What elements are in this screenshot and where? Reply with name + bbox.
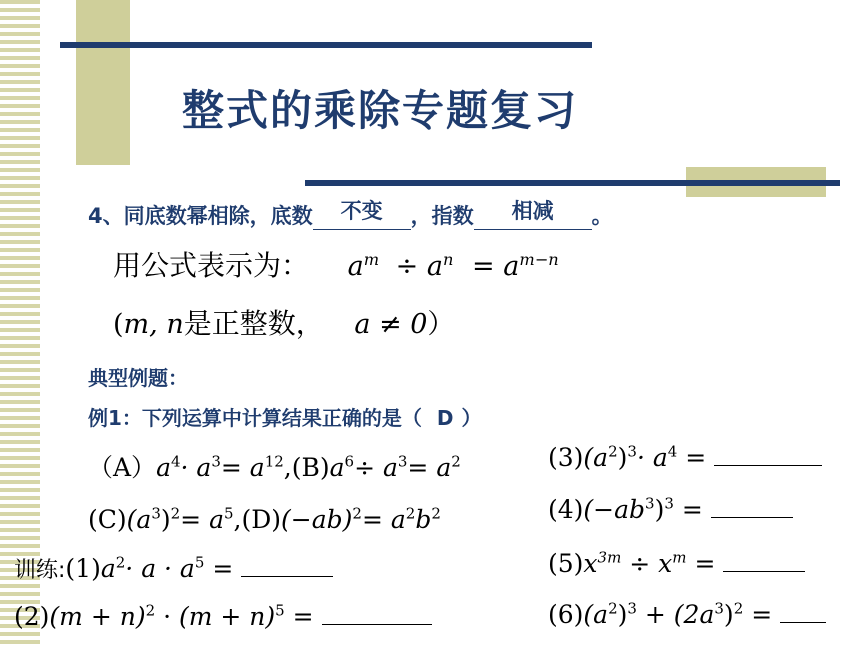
- exercise-6-eq: =: [751, 600, 773, 629]
- exercise-6: [548, 600, 826, 629]
- option-d-exp: 2: [431, 504, 441, 523]
- option-b-exp: 6: [344, 452, 355, 471]
- example-heading: 典型例题：: [88, 366, 188, 390]
- option-b-exp: 2: [451, 452, 461, 471]
- exercise-4-eq: =: [681, 495, 703, 524]
- option-a-exp: 3: [211, 452, 221, 471]
- exercise-6-exp: 2: [608, 599, 618, 618]
- formula-div: ÷: [395, 251, 419, 282]
- formula-label: 用公式表示为：: [113, 249, 310, 282]
- blank-exponent-answer: 相减: [511, 199, 554, 223]
- option-c-part: = a: [180, 505, 224, 534]
- exercise-2-answer-blank[interactable]: [322, 602, 432, 625]
- exercise-4-part: ): [654, 495, 665, 524]
- exercise-2-exp: 2: [145, 601, 156, 620]
- exercise-3-eq: =: [685, 443, 707, 472]
- formula-exp-m: m: [363, 250, 380, 269]
- option-c-part: ): [160, 505, 171, 534]
- blank-base-answer: 不变: [340, 199, 383, 223]
- condition-vars: m, n: [123, 309, 184, 340]
- option-a-exp: 4: [170, 452, 181, 471]
- formula-base-2: a: [426, 251, 443, 282]
- exercise-5-part: ÷ x: [629, 549, 673, 578]
- exercise-5-label: (5): [548, 549, 584, 578]
- rule-suffix: 。: [591, 204, 613, 228]
- option-b-part: = a: [407, 453, 452, 482]
- exercise-5-answer-blank[interactable]: [723, 549, 805, 572]
- exercise-3-exp: 4: [667, 442, 678, 461]
- exercise-1-eq: =: [212, 554, 234, 583]
- exercise-3-answer-blank[interactable]: [714, 443, 822, 466]
- option-d-part: (−ab): [281, 505, 353, 534]
- exercise-1: [14, 553, 333, 584]
- exercise-6-exp: 2: [733, 599, 744, 618]
- exercise-3-label: (3): [548, 443, 584, 472]
- example-1-prompt: [88, 402, 482, 431]
- option-c-exp: 2: [170, 504, 181, 523]
- option-c-exp: 5: [223, 504, 234, 523]
- example-1-close: ）: [461, 406, 482, 430]
- title-rule-bottom: [305, 180, 840, 186]
- exercise-3-exp: 2: [608, 442, 618, 461]
- exercise-6-part: (a: [583, 600, 609, 629]
- rule-prefix: 4、同底数幂相除，底数: [88, 204, 313, 228]
- exercise-2-eq: =: [292, 602, 314, 631]
- exercise-2-part: (m + n): [178, 602, 276, 631]
- option-d-label: ,(D): [233, 505, 282, 534]
- exercise-4-answer-blank[interactable]: [711, 495, 793, 518]
- example-1-answer: D: [436, 406, 454, 430]
- formula-exp-result: m−n: [519, 250, 559, 269]
- exercise-4-exp: 3: [664, 494, 674, 513]
- exercise-6-exp: 3: [627, 599, 637, 618]
- exercise-5-exp: m: [672, 548, 687, 567]
- exercise-4-label: (4): [548, 495, 584, 524]
- exercise-5-exp: 3m: [597, 548, 622, 567]
- exercise-2-label: (2): [14, 602, 50, 631]
- formula-eq: =: [472, 251, 495, 282]
- options-ab: [88, 448, 461, 484]
- exercise-3-part: (a: [583, 443, 609, 472]
- exercise-5: [548, 549, 805, 578]
- condition-text: 是正整数，: [183, 307, 324, 340]
- exercise-3-part: ): [617, 443, 628, 472]
- formula-base-3: a: [503, 251, 520, 282]
- option-a-part: a: [156, 453, 171, 482]
- option-c-exp: 3: [151, 504, 161, 523]
- condition-close: ）: [427, 309, 455, 340]
- exercise-3: [548, 443, 822, 472]
- option-d-exp: 2: [352, 504, 362, 523]
- exercise-4: [548, 495, 793, 524]
- exercise-6-part: ): [617, 600, 628, 629]
- blank-base: [313, 199, 411, 230]
- exercise-1-part: a: [100, 554, 116, 583]
- formula-base-1: a: [347, 251, 364, 282]
- option-b-part: ÷ a: [354, 453, 398, 482]
- exercise-6-part: + (2a: [644, 600, 715, 629]
- page-title: 整式的乘除专题复习: [182, 86, 579, 135]
- option-a-part: = a: [220, 453, 265, 482]
- option-a-exp: 12: [264, 452, 284, 471]
- exercise-1-exp: 5: [194, 553, 205, 572]
- condition-line: [113, 302, 454, 342]
- exercise-5-eq: =: [694, 549, 716, 578]
- condition-ineq: a ≠ 0: [354, 309, 428, 340]
- option-d-exp: 2: [405, 504, 416, 523]
- options-cd: [88, 505, 441, 534]
- left-stripe-decoration: [0, 0, 40, 645]
- exercise-6-label: (6): [548, 600, 584, 629]
- exercise-2-dot: ·: [163, 602, 172, 631]
- exercise-3-exp: 3: [627, 442, 637, 461]
- option-b-label: ,(B): [283, 453, 330, 482]
- example-1-text: 例1：下列运算中计算结果正确的是（: [88, 406, 422, 430]
- rule-middle: ，指数: [410, 204, 474, 228]
- exercise-5-part: x: [583, 549, 598, 578]
- option-b-part: a: [329, 453, 345, 482]
- option-d-part: = a: [361, 505, 406, 534]
- exercise-6-answer-blank[interactable]: [780, 600, 826, 623]
- option-b-exp: 3: [397, 452, 408, 471]
- exercise-1-answer-blank[interactable]: [241, 554, 333, 577]
- rule-statement: [88, 200, 613, 230]
- option-d-part: b: [415, 505, 432, 534]
- option-a-label: （A）: [88, 453, 157, 482]
- exercise-3-part: · a: [636, 443, 668, 472]
- option-c-part: (a: [126, 505, 152, 534]
- condition-open: (: [113, 309, 124, 340]
- formula-line: [113, 244, 559, 284]
- option-c-label: (C): [88, 505, 127, 534]
- exercise-1-label: (1): [65, 554, 101, 583]
- exercise-1-exp: 2: [115, 553, 126, 572]
- option-a-part: · a: [180, 453, 212, 482]
- practice-label: 训练:: [14, 558, 66, 583]
- blank-exponent: [474, 199, 592, 230]
- title-rule-top: [60, 42, 592, 48]
- olive-block-top-left: [76, 0, 130, 165]
- exercise-1-part: · a · a: [125, 554, 195, 583]
- exercise-2-exp: 5: [275, 601, 285, 620]
- formula-exp-n: n: [443, 250, 454, 269]
- exercise-6-exp: 3: [714, 599, 724, 618]
- exercise-4-part: (−ab: [583, 495, 646, 524]
- exercise-6-part: ): [723, 600, 734, 629]
- exercise-4-exp: 3: [645, 494, 655, 513]
- exercise-2-part: (m + n): [49, 602, 146, 631]
- exercise-2: [14, 602, 432, 631]
